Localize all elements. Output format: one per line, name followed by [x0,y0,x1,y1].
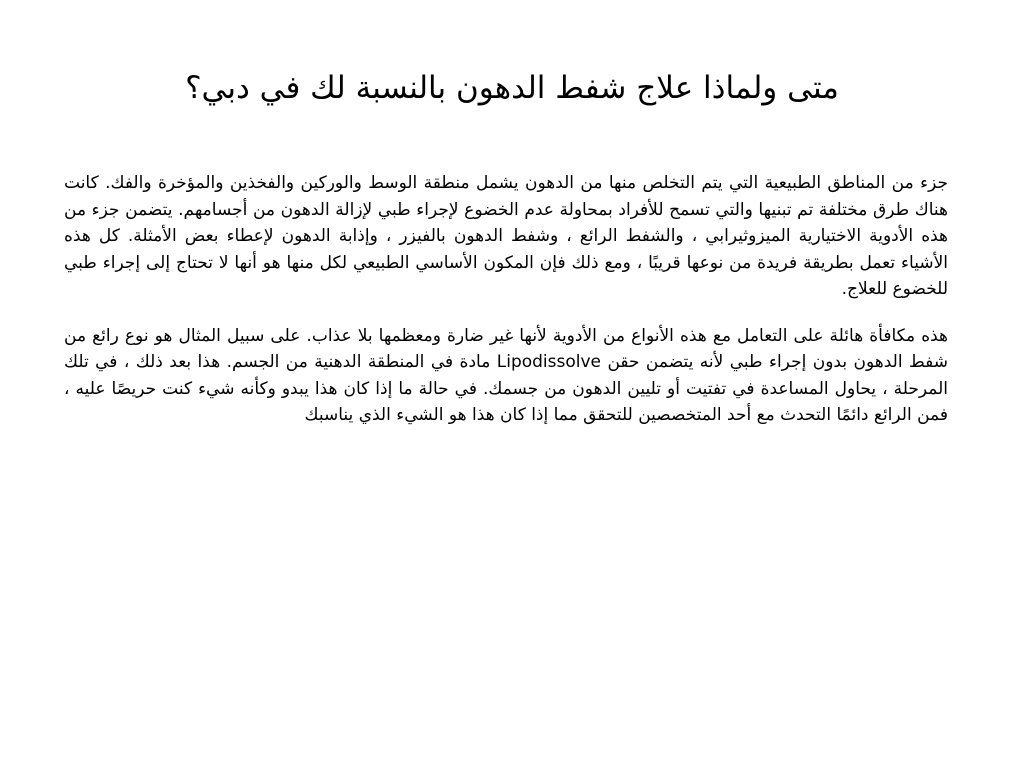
body-paragraph-1: جزء من المناطق الطبيعية التي يتم التخلص منها من الدهون يشمل منطقة الوسط والوركين والفخذين والمؤخرة والفك. كانت هناك طرق مختلفة تم تبنيها والتي تسمح للأفراد بمحاولة عدم الخضوع لإجراء طبي لإزالة الدهون من أجسامهم. يتضمن جزء من هذه الأدوية الاختيارية الميزوثيرابي ، والشفط الرائع ، وشفط الدهون بالفيزر ، وإذابة الدهون لإعطاء بعض الأمثلة. كل هذه الأشياء تعمل بطريقة فريدة من نوعها قريبًا ، ومع ذلك فإن المكون الأساسي الطبيعي لكل منها هو أنها لا تحتاج إلى إجراء طبي للخضوع للعلاج. [64,173,948,299]
body-paragraph-2: هذه مكافأة هائلة على التعامل مع هذه الأنواع من الأدوية لأنها غير ضارة ومعظمها بلا عذاب. على سبيل المثال هو نوع رائع من شفط الدهون بدون إجراء طبي لأنه يتضمن حقن Lipodissolve مادة في المنطقة الدهنية من الجسم. هذا بعد ذلك ، في تلك المرحلة ، يحاول المساعدة في تفتيت أو تليين الدهون من جسمك. في حالة ما إذا كان هذا يبدو وكأنه شيء كنت حريصًا عليه ، فمن الرائع دائمًا التحدث مع أحد المتخصصين للتحقق مما إذا كان هذا هو الشيء الذي يناسبك [64,325,948,425]
slide-body [64,170,948,429]
slide-title: متى ولماذا علاج شفط الدهون بالنسبة لك في دبي؟ [185,70,839,106]
